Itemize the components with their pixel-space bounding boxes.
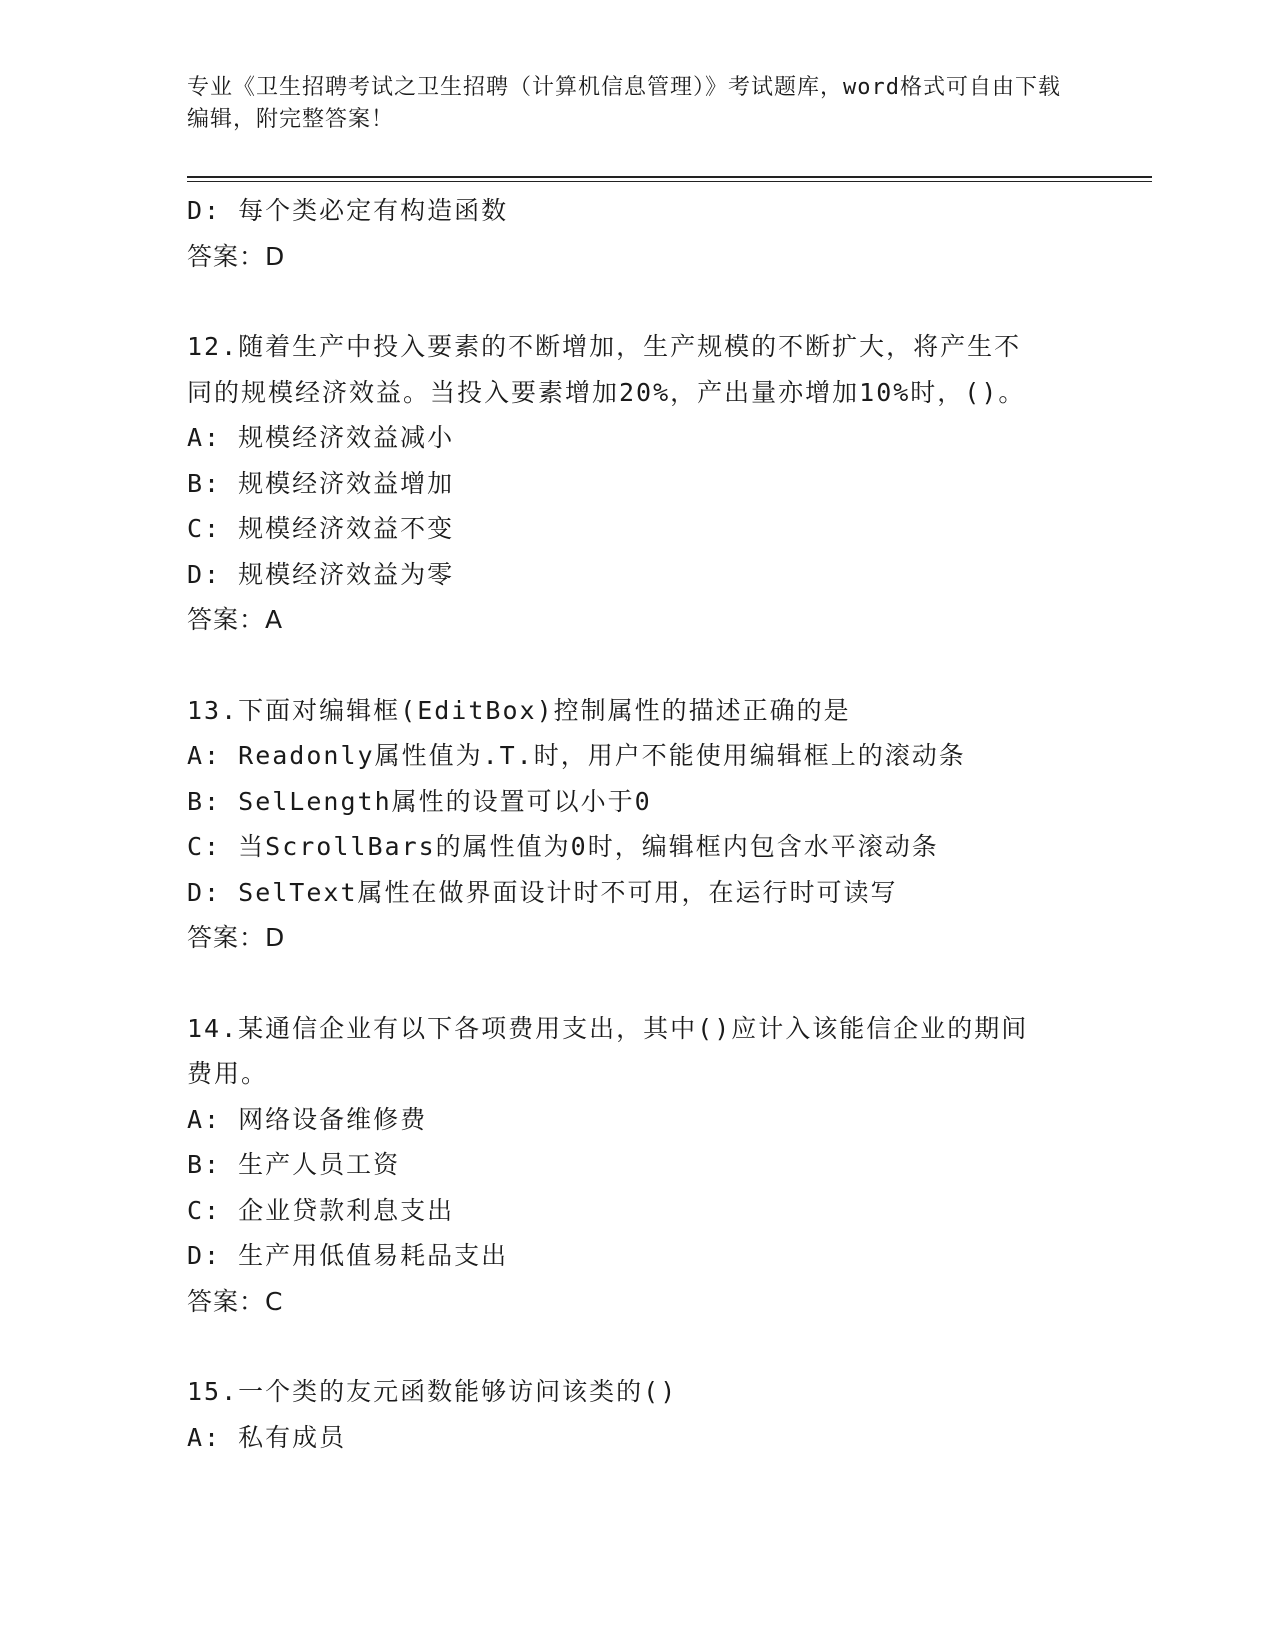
option-d: D: 每个类必定有构造函数 (187, 196, 509, 225)
question-content (187, 188, 1087, 1460)
option-c: C: 当ScrollBars的属性值为0时，编辑框内包含水平滚动条 (187, 832, 939, 861)
option-d: D: 规模经济效益为零 (187, 559, 455, 589)
question-15 (187, 1369, 1087, 1460)
option-a: A: 私有成员 (187, 1422, 347, 1452)
answer: 答案：A (187, 605, 284, 634)
header-rule-thin (187, 181, 1152, 182)
option-c: C: 规模经济效益不变 (187, 514, 455, 543)
question-13 (187, 688, 1087, 961)
option-a: A: 网络设备维修费 (187, 1104, 428, 1134)
question-stem: 15.一个类的友元函数能够访问该类的() (187, 1377, 678, 1406)
spacer (187, 1324, 1087, 1369)
option-a: A: Readonly属性值为.T.时，用户不能使用编辑框上的滚动条 (187, 741, 966, 770)
option-d: D: SelText属性在做界面设计时不可用，在运行时可读写 (187, 877, 898, 907)
question-stem: 14.某通信企业有以下各项费用支出，其中()应计入该能信企业的期间 (187, 1013, 1029, 1043)
answer: 答案：D (187, 923, 286, 952)
header-rule-thick (187, 176, 1152, 178)
question-stem: 13.下面对编辑框(EditBox)控制属性的描述正确的是 (187, 695, 851, 725)
document-header: 专业《卫生招聘考试之卫生招聘（计算机信息管理）》考试题库，word格式可自由下载编辑，附完整答案！ (187, 75, 1061, 132)
option-d: D: 生产用低值易耗品支出 (187, 1241, 509, 1270)
question-14 (187, 1006, 1087, 1325)
spacer (187, 643, 1087, 688)
question-stem: 同的规模经济效益。当投入要素增加20%，产出量亦增加10%时，()。 (187, 377, 1026, 407)
option-c: C: 企业贷款利息支出 (187, 1195, 455, 1225)
spacer (187, 961, 1087, 1006)
answer: 答案：D (187, 241, 286, 271)
question-stem: 12.随着生产中投入要素的不断增加，生产规模的不断扩大，将产生不 (187, 332, 1022, 361)
option-b: B: 规模经济效益增加 (187, 468, 455, 498)
option-b: B: SelLength属性的设置可以小于0 (187, 786, 652, 816)
answer: 答案：C (187, 1286, 284, 1316)
option-b: B: 生产人员工资 (187, 1150, 401, 1179)
question-12 (187, 324, 1087, 643)
question-stem: 费用。 (187, 1059, 269, 1088)
option-a: A: 规模经济效益减小 (187, 423, 455, 452)
spacer (187, 279, 1087, 324)
